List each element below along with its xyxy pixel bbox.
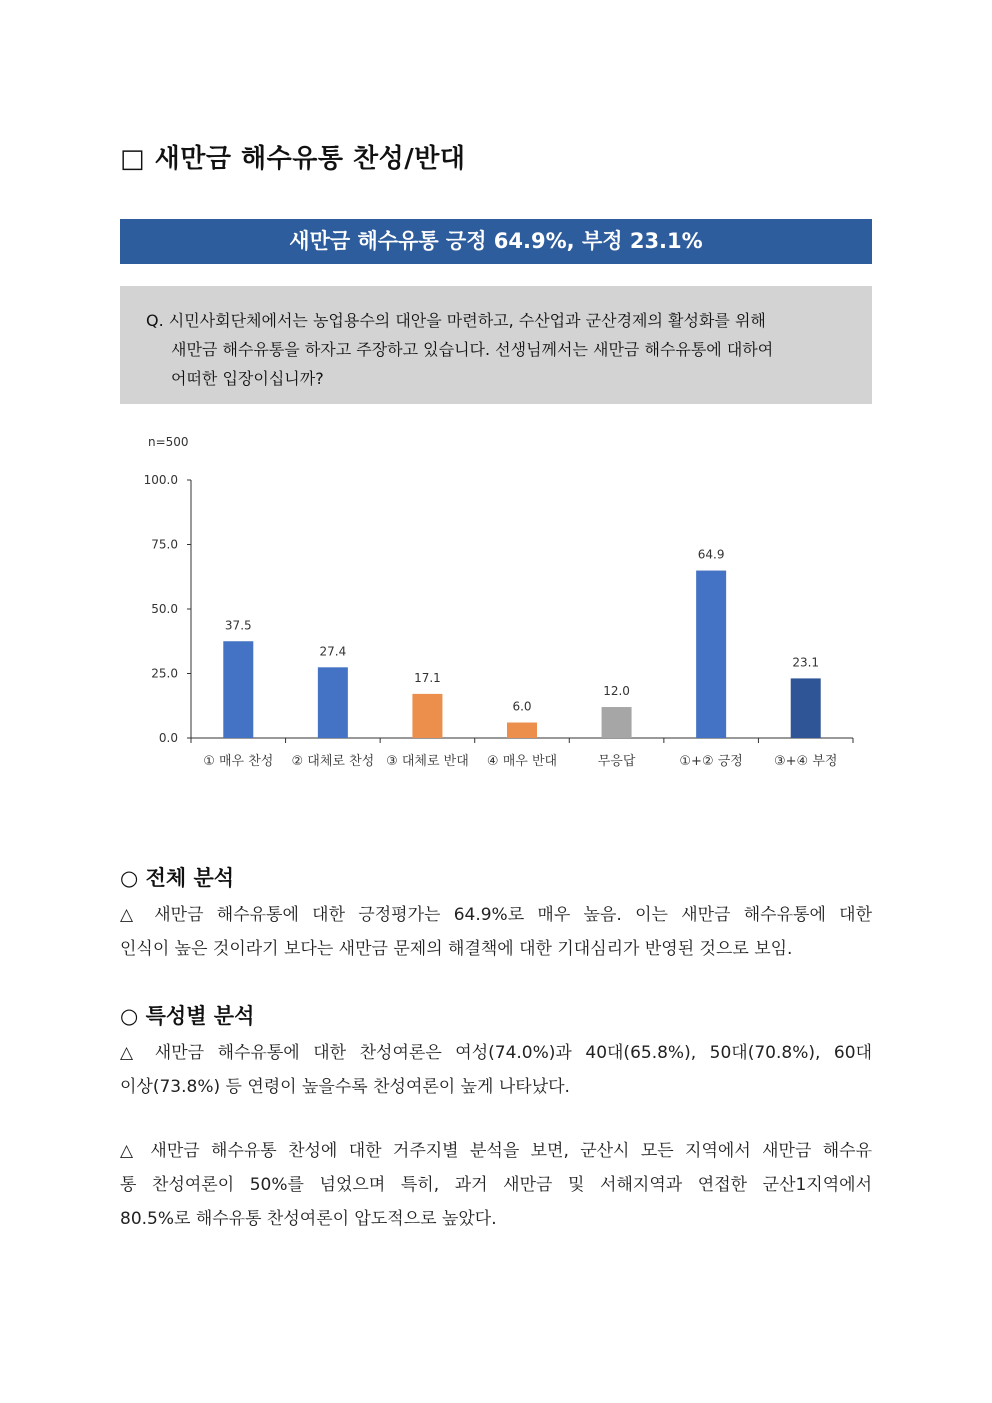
section-title: □ 새만금 해수유통 찬성/반대 <box>120 144 466 174</box>
bar <box>696 571 726 738</box>
bar-value-label: 17.1 <box>414 670 441 685</box>
bar <box>412 694 442 738</box>
overall-analysis-text <box>120 898 872 966</box>
sample-size-note: n=500 <box>148 435 189 449</box>
paragraph-line: △ 새만금 해수유통 찬성에 대한 거주지별 분석을 보면, 군산시 모든 지역에서 새만금 해수유 <box>120 1141 872 1161</box>
bar-value-label: 6.0 <box>512 699 532 714</box>
bar <box>318 667 348 738</box>
y-tick-label: 100.0 <box>143 473 178 487</box>
paragraph-line: △ 새만금 해수유통에 대한 찬성여론은 여성(74.0%)과 40대(65.8%), 50대(70.8%), 60대 <box>120 1043 872 1063</box>
paragraph-line: 80.5%로 해수유통 찬성여론이 압도적으로 높았다. <box>120 1209 497 1229</box>
question-box <box>120 286 872 404</box>
x-category-label: ①+② 긍정 <box>679 754 743 769</box>
bar <box>223 641 253 738</box>
x-category-label: ④ 매우 반대 <box>486 754 558 769</box>
question-line: 새만금 해수유통을 하자고 주장하고 있습니다. 선생님께서는 새만금 해수유통에 대하여 <box>171 340 774 359</box>
heading-overall-analysis: ○ 전체 분석 <box>120 866 235 890</box>
bar-chart <box>120 425 872 785</box>
x-category-label: ③ 대체로 반대 <box>386 754 469 769</box>
summary-banner: 새만금 해수유통 긍정 64.9%, 부정 23.1% <box>120 219 872 264</box>
y-tick-label: 50.0 <box>151 602 178 616</box>
x-category-label: ③+④ 부정 <box>773 754 838 769</box>
bar-value-label: 27.4 <box>319 644 347 659</box>
paragraph-line: 인식이 높은 것이라기 보다는 새만금 문제의 해결책에 대한 기대심리가 반영된 것으로 보임. <box>120 939 793 959</box>
paragraph-line: 이상(73.8%) 등 연령이 높을수록 찬성여론이 높게 나타났다. <box>120 1077 570 1097</box>
y-tick-label: 25.0 <box>151 666 178 681</box>
bar-value-label: 12.0 <box>603 684 630 699</box>
heading-characteristic-analysis: ○ 특성별 분석 <box>120 1004 255 1028</box>
bar <box>602 707 632 738</box>
bar <box>507 723 537 738</box>
y-tick-label: 0.0 <box>158 731 178 745</box>
question-line: 어떠한 입장이십니까? <box>171 369 324 388</box>
paragraph-line: 통 찬성여론이 50%를 넘었으며 특히, 과거 새만금 및 서해지역과 연접한 군산1지역에서 <box>120 1175 872 1195</box>
x-category-label: 무응답 <box>597 754 636 769</box>
bar-value-label: 37.5 <box>224 618 252 633</box>
x-category-label: ② 대체로 찬성 <box>291 754 375 769</box>
bar <box>791 678 821 738</box>
x-category-label: ① 매우 찬성 <box>203 754 274 769</box>
characteristic-analysis-text-2 <box>120 1134 872 1236</box>
bar-value-label: 64.9 <box>697 547 725 562</box>
bar-value-label: 23.1 <box>792 655 820 670</box>
y-tick-label: 75.0 <box>151 537 178 552</box>
question-line: Q. 시민사회단체에서는 농업용수의 대안을 마련하고, 수산업과 군산경제의 활성화를 위해 <box>146 311 766 330</box>
paragraph-line: △ 새만금 해수유통에 대한 긍정평가는 64.9%로 매우 높음. 이는 새만금 해수유통에 대한 <box>120 905 872 925</box>
characteristic-analysis-text-1 <box>120 1036 872 1104</box>
